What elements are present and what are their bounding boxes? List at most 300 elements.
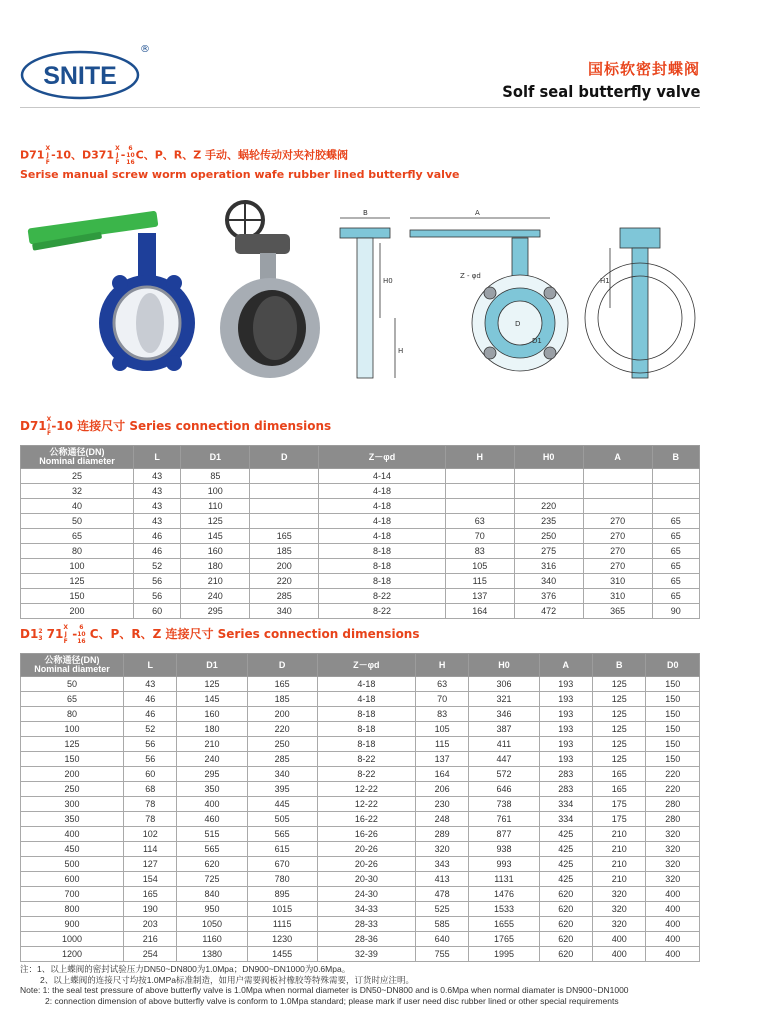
table-cell: 180 [181, 559, 250, 574]
label-h1: H1 [600, 277, 610, 285]
logo-text: SNITE [43, 62, 117, 90]
table-cell: 210 [593, 872, 646, 887]
label-h: H [398, 347, 404, 355]
table-cell: 285 [250, 589, 319, 604]
table-cell: 8-18 [319, 544, 446, 559]
table-cell: 50 [21, 677, 124, 692]
th-d1: D1 [181, 446, 250, 469]
table-cell: 472 [514, 604, 583, 619]
table-cell: 165 [247, 677, 317, 692]
table-cell: 270 [583, 544, 652, 559]
table-cell: 68 [124, 782, 177, 797]
table-cell: 400 [646, 902, 700, 917]
table-cell: 210 [593, 842, 646, 857]
table-cell: 334 [539, 797, 592, 812]
label-a: A [475, 209, 480, 217]
table-cell: 365 [583, 604, 652, 619]
table-cell: 190 [124, 902, 177, 917]
table-cell: 210 [593, 857, 646, 872]
table-cell: 175 [593, 797, 646, 812]
table-cell: 102 [124, 827, 177, 842]
table-cell: 8-22 [319, 604, 446, 619]
table-cell: 283 [539, 767, 592, 782]
th-h: H [415, 654, 468, 677]
table-cell: 28-33 [317, 917, 415, 932]
th-h0: H0 [469, 654, 539, 677]
table-cell: 137 [415, 752, 468, 767]
table-cell: 83 [445, 544, 514, 559]
table-cell: 8-18 [319, 559, 446, 574]
table-cell: 216 [124, 932, 177, 947]
table-row [21, 917, 700, 932]
table-cell: 250 [21, 782, 124, 797]
table-cell: 295 [181, 604, 250, 619]
table-row [21, 499, 700, 514]
table-cell: 65 [652, 529, 699, 544]
table-cell: 105 [415, 722, 468, 737]
table-cell [652, 469, 699, 484]
table-cell [445, 484, 514, 499]
table-cell: 150 [646, 737, 700, 752]
table-cell: 65 [21, 529, 134, 544]
table-cell: 1455 [247, 947, 317, 962]
th-l: L [124, 654, 177, 677]
table-row [21, 484, 700, 499]
table-cell: 154 [124, 872, 177, 887]
table-cell: 145 [181, 529, 250, 544]
table-row [21, 559, 700, 574]
table-cell: 320 [593, 902, 646, 917]
table-cell: 180 [177, 722, 247, 737]
table-cell [250, 469, 319, 484]
notes [20, 964, 629, 1006]
table-cell: 280 [646, 797, 700, 812]
table-cell: 125 [593, 722, 646, 737]
table-cell: 4-18 [317, 677, 415, 692]
table-row [21, 752, 700, 767]
table-cell: 270 [583, 514, 652, 529]
table-cell: 60 [124, 767, 177, 782]
table-cell: 150 [646, 722, 700, 737]
table-cell [652, 499, 699, 514]
table-cell: 125 [21, 737, 124, 752]
table-cell: 505 [247, 812, 317, 827]
table-cell: 1765 [469, 932, 539, 947]
table-cell: 203 [124, 917, 177, 932]
table-cell: 164 [415, 767, 468, 782]
table-cell: 220 [247, 722, 317, 737]
table-cell: 400 [177, 797, 247, 812]
table-cell: 413 [415, 872, 468, 887]
table-cell: 63 [445, 514, 514, 529]
table-cell: 240 [181, 589, 250, 604]
table-cell: 320 [646, 827, 700, 842]
table-cell: 395 [247, 782, 317, 797]
label-z: Z - φd [460, 272, 481, 280]
table-cell: 78 [124, 812, 177, 827]
table-cell: 8-22 [317, 752, 415, 767]
table-cell [583, 469, 652, 484]
table-cell: 70 [445, 529, 514, 544]
table-cell: 840 [177, 887, 247, 902]
table-cell: 200 [250, 559, 319, 574]
label-h0: H0 [383, 277, 393, 285]
table-cell: 761 [469, 812, 539, 827]
table-cell: 700 [21, 887, 124, 902]
table-cell [583, 499, 652, 514]
table-row [21, 902, 700, 917]
label-d: D [515, 320, 521, 328]
table-cell: 52 [124, 722, 177, 737]
table-row [21, 514, 700, 529]
table-cell: 585 [415, 917, 468, 932]
table-cell: 280 [646, 812, 700, 827]
note-en-2: 2: connection dimension of above butterfly valve is conform to 1.0Mpa standard; please mark if user need disc rubber lined or other special requirements [45, 995, 619, 1006]
table-cell [250, 484, 319, 499]
table-cell: 270 [583, 529, 652, 544]
table-cell: 193 [539, 707, 592, 722]
table-cell: 950 [177, 902, 247, 917]
table-cell: 80 [21, 544, 134, 559]
table-cell: 16-26 [317, 827, 415, 842]
th-d1: D1 [177, 654, 247, 677]
table-cell: 220 [646, 767, 700, 782]
table-cell: 43 [134, 484, 181, 499]
table-cell: 164 [445, 604, 514, 619]
table-cell: 125 [593, 707, 646, 722]
table-cell: 63 [415, 677, 468, 692]
table-cell: 350 [21, 812, 124, 827]
table-connection-dimensions-1 [20, 445, 700, 619]
table-cell: 411 [469, 737, 539, 752]
table-cell: 4-18 [319, 484, 446, 499]
table-cell: 4-18 [319, 514, 446, 529]
table-cell: 460 [177, 812, 247, 827]
table-cell: 125 [593, 737, 646, 752]
table-cell: 285 [247, 752, 317, 767]
table-cell: 43 [134, 499, 181, 514]
table-cell: 70 [415, 692, 468, 707]
table-cell: 425 [539, 857, 592, 872]
table-cell: 125 [593, 692, 646, 707]
table-cell: 43 [134, 469, 181, 484]
table-cell: 425 [539, 827, 592, 842]
table-cell: 320 [646, 872, 700, 887]
table-cell [445, 499, 514, 514]
table-row [21, 842, 700, 857]
model-frac-1: X J F [45, 145, 51, 166]
table-cell: 1115 [247, 917, 317, 932]
table-cell: 210 [177, 737, 247, 752]
table-cell: 1131 [469, 872, 539, 887]
table-cell: 185 [247, 692, 317, 707]
table-cell: 938 [469, 842, 539, 857]
table-cell [250, 499, 319, 514]
table-cell: 210 [181, 574, 250, 589]
model-frac-2: X J F [115, 145, 120, 166]
section1-title: D71X J F-10 连接尺寸 Series connection dimensions [20, 416, 332, 437]
note-cn-1: 注：1、以上蝶阀的密封试验压力DN50~DN800为1.0Mpa；DN900~DN1000为0.6Mpa。 [20, 964, 351, 974]
table-cell: 46 [124, 692, 177, 707]
table-cell: 306 [469, 677, 539, 692]
table-cell: 125 [181, 514, 250, 529]
th-z-phi-d: Z－φd [317, 654, 415, 677]
table-cell: 200 [21, 767, 124, 782]
table-cell [514, 484, 583, 499]
table-cell: 34-33 [317, 902, 415, 917]
table-cell: 220 [250, 574, 319, 589]
model-frac-3: 6 10 16 [126, 145, 135, 166]
table-cell: 1015 [247, 902, 317, 917]
table-cell: 32 [21, 484, 134, 499]
table-cell: 28-36 [317, 932, 415, 947]
table-row [21, 529, 700, 544]
model-english: Serise manual screw worm operation wafe rubber lined butterfly valve [20, 168, 460, 181]
table-cell: 78 [124, 797, 177, 812]
th-a: A [539, 654, 592, 677]
table-cell: 90 [652, 604, 699, 619]
table-cell: 350 [177, 782, 247, 797]
table-cell: 165 [250, 529, 319, 544]
table-cell: 738 [469, 797, 539, 812]
table-cell: 60 [134, 604, 181, 619]
table-cell: 46 [134, 529, 181, 544]
front-view-gear-drawing [585, 228, 695, 378]
table1-header-row [21, 446, 700, 469]
table-cell: 320 [593, 887, 646, 902]
table-cell: 240 [177, 752, 247, 767]
label-b: B [363, 209, 368, 217]
table-cell: 320 [415, 842, 468, 857]
table-cell: 8-18 [319, 574, 446, 589]
table-cell: 500 [21, 857, 124, 872]
table-cell: 620 [177, 857, 247, 872]
th-l: L [134, 446, 181, 469]
table-cell: 615 [247, 842, 317, 857]
table-row [21, 469, 700, 484]
table-cell: 125 [21, 574, 134, 589]
table-cell: 310 [583, 574, 652, 589]
table-cell: 321 [469, 692, 539, 707]
table-cell: 447 [469, 752, 539, 767]
page-title-en: Solf seal butterfly valve [501, 82, 700, 101]
table-cell: 755 [415, 947, 468, 962]
registered-mark: ® [140, 44, 150, 55]
table-row [21, 797, 700, 812]
table-cell: 185 [250, 544, 319, 559]
table-cell: 620 [539, 932, 592, 947]
table-cell: 425 [539, 872, 592, 887]
table-cell [652, 484, 699, 499]
table-cell: 24-30 [317, 887, 415, 902]
table-cell: 250 [514, 529, 583, 544]
table-cell: 40 [21, 499, 134, 514]
table-cell: 110 [181, 499, 250, 514]
table-cell: 25 [21, 469, 134, 484]
table-cell: 376 [514, 589, 583, 604]
table-cell: 210 [593, 827, 646, 842]
table-cell: 334 [539, 812, 592, 827]
table-cell: 206 [415, 782, 468, 797]
table-cell: 115 [445, 574, 514, 589]
table-cell: 316 [514, 559, 583, 574]
table-row [21, 707, 700, 722]
table-cell: 254 [124, 947, 177, 962]
table-cell: 8-22 [319, 589, 446, 604]
table-cell: 193 [539, 752, 592, 767]
table-cell: 445 [247, 797, 317, 812]
table-cell: 250 [247, 737, 317, 752]
table-cell: 83 [415, 707, 468, 722]
table-cell: 193 [539, 737, 592, 752]
table-cell: 56 [124, 752, 177, 767]
table2-header-row [21, 654, 700, 677]
table-cell: 248 [415, 812, 468, 827]
table-cell: 1380 [177, 947, 247, 962]
table-cell: 65 [652, 544, 699, 559]
table-cell: 895 [247, 887, 317, 902]
page-title-cn: 国标软密封蝶阀 [587, 60, 700, 78]
table-cell: 343 [415, 857, 468, 872]
table-connection-dimensions-2 [20, 653, 700, 962]
table-cell: 125 [593, 677, 646, 692]
table-cell: 100 [21, 722, 124, 737]
table-cell: 8-18 [317, 707, 415, 722]
table-row [21, 872, 700, 887]
table-cell: 600 [21, 872, 124, 887]
table-cell: 1050 [177, 917, 247, 932]
table-row [21, 947, 700, 962]
table-cell: 1200 [21, 947, 124, 962]
table-cell: 900 [21, 917, 124, 932]
table-cell: 150 [21, 752, 124, 767]
th-h0: H0 [514, 446, 583, 469]
table-cell: 4-18 [317, 692, 415, 707]
table-cell [250, 514, 319, 529]
table-cell: 300 [21, 797, 124, 812]
label-d1: D1 [532, 337, 542, 345]
table-cell: 193 [539, 677, 592, 692]
table-cell: 1476 [469, 887, 539, 902]
table-cell: 400 [646, 947, 700, 962]
table-cell: 160 [181, 544, 250, 559]
table-cell: 165 [593, 782, 646, 797]
th-nominal-diameter: 公称通径(DN) Nominal diameter [21, 446, 134, 469]
table-cell: 1160 [177, 932, 247, 947]
table-cell [583, 484, 652, 499]
table-row [21, 827, 700, 842]
table-row [21, 677, 700, 692]
table-cell: 125 [177, 677, 247, 692]
table-cell: 640 [415, 932, 468, 947]
table-cell: 515 [177, 827, 247, 842]
table-cell: 200 [247, 707, 317, 722]
table-cell: 346 [469, 707, 539, 722]
table-row [21, 737, 700, 752]
table-cell: 105 [445, 559, 514, 574]
table-cell: 115 [415, 737, 468, 752]
table-cell: 275 [514, 544, 583, 559]
table-cell: 478 [415, 887, 468, 902]
table-cell: 12-22 [317, 782, 415, 797]
table-cell: 165 [593, 767, 646, 782]
table-cell: 450 [21, 842, 124, 857]
table-cell: 85 [181, 469, 250, 484]
table-cell: 289 [415, 827, 468, 842]
table-cell: 1533 [469, 902, 539, 917]
table-cell: 220 [646, 782, 700, 797]
table-cell: 310 [583, 589, 652, 604]
valve-figures [20, 198, 700, 393]
table-cell: 65 [652, 514, 699, 529]
table-row [21, 589, 700, 604]
table-cell: 150 [646, 677, 700, 692]
table-cell: 100 [181, 484, 250, 499]
table-cell: 175 [593, 812, 646, 827]
table-cell: 4-18 [319, 529, 446, 544]
table-cell [514, 469, 583, 484]
table-row [21, 857, 700, 872]
table-cell: 200 [21, 604, 134, 619]
table-cell: 165 [124, 887, 177, 902]
table-cell: 525 [415, 902, 468, 917]
table-cell: 46 [134, 544, 181, 559]
table-cell: 340 [514, 574, 583, 589]
table-cell: 565 [177, 842, 247, 857]
table-cell: 1230 [247, 932, 317, 947]
table-cell: 400 [21, 827, 124, 842]
model-pre: D71 [20, 148, 45, 162]
table-cell: 56 [134, 589, 181, 604]
th-b: B [593, 654, 646, 677]
table-cell: 320 [593, 917, 646, 932]
table-cell: 400 [593, 947, 646, 962]
table-cell: 100 [21, 559, 134, 574]
model-line: D71X J F-10、D371X J F- 6 10 16C、P、R、Z 手动、蜗轮传动对夹衬胶蝶阀 [20, 145, 349, 166]
model-mid: -10、D371 [51, 148, 115, 162]
table-cell: 65 [652, 559, 699, 574]
snite-logo [20, 50, 140, 100]
table-cell: 145 [177, 692, 247, 707]
table-row [21, 887, 700, 902]
th-b: B [652, 446, 699, 469]
table-cell: 150 [646, 752, 700, 767]
th-h: H [445, 446, 514, 469]
table-row [21, 544, 700, 559]
section2-title: D12 3 71X J F - 6 10 16 C、P、R、Z 连接尺寸 Series connection dimensions [20, 624, 420, 645]
table-cell: 20-26 [317, 842, 415, 857]
table-cell: 80 [21, 707, 124, 722]
table-cell: 800 [21, 902, 124, 917]
table-cell: 150 [646, 707, 700, 722]
side-view-drawing [340, 209, 403, 378]
table-row [21, 604, 700, 619]
table-cell: 230 [415, 797, 468, 812]
table-cell: 137 [445, 589, 514, 604]
table-cell: 20-26 [317, 857, 415, 872]
model-post: C、P、R、Z 手动、蜗轮传动对夹衬胶蝶阀 [135, 148, 349, 162]
table-cell: 387 [469, 722, 539, 737]
table-row [21, 932, 700, 947]
th-d: D [247, 654, 317, 677]
table-cell: 65 [21, 692, 124, 707]
th-a: A [583, 446, 652, 469]
table-cell: 425 [539, 842, 592, 857]
table-cell [445, 469, 514, 484]
table-cell: 150 [646, 692, 700, 707]
table-cell: 993 [469, 857, 539, 872]
table-cell: 150 [21, 589, 134, 604]
